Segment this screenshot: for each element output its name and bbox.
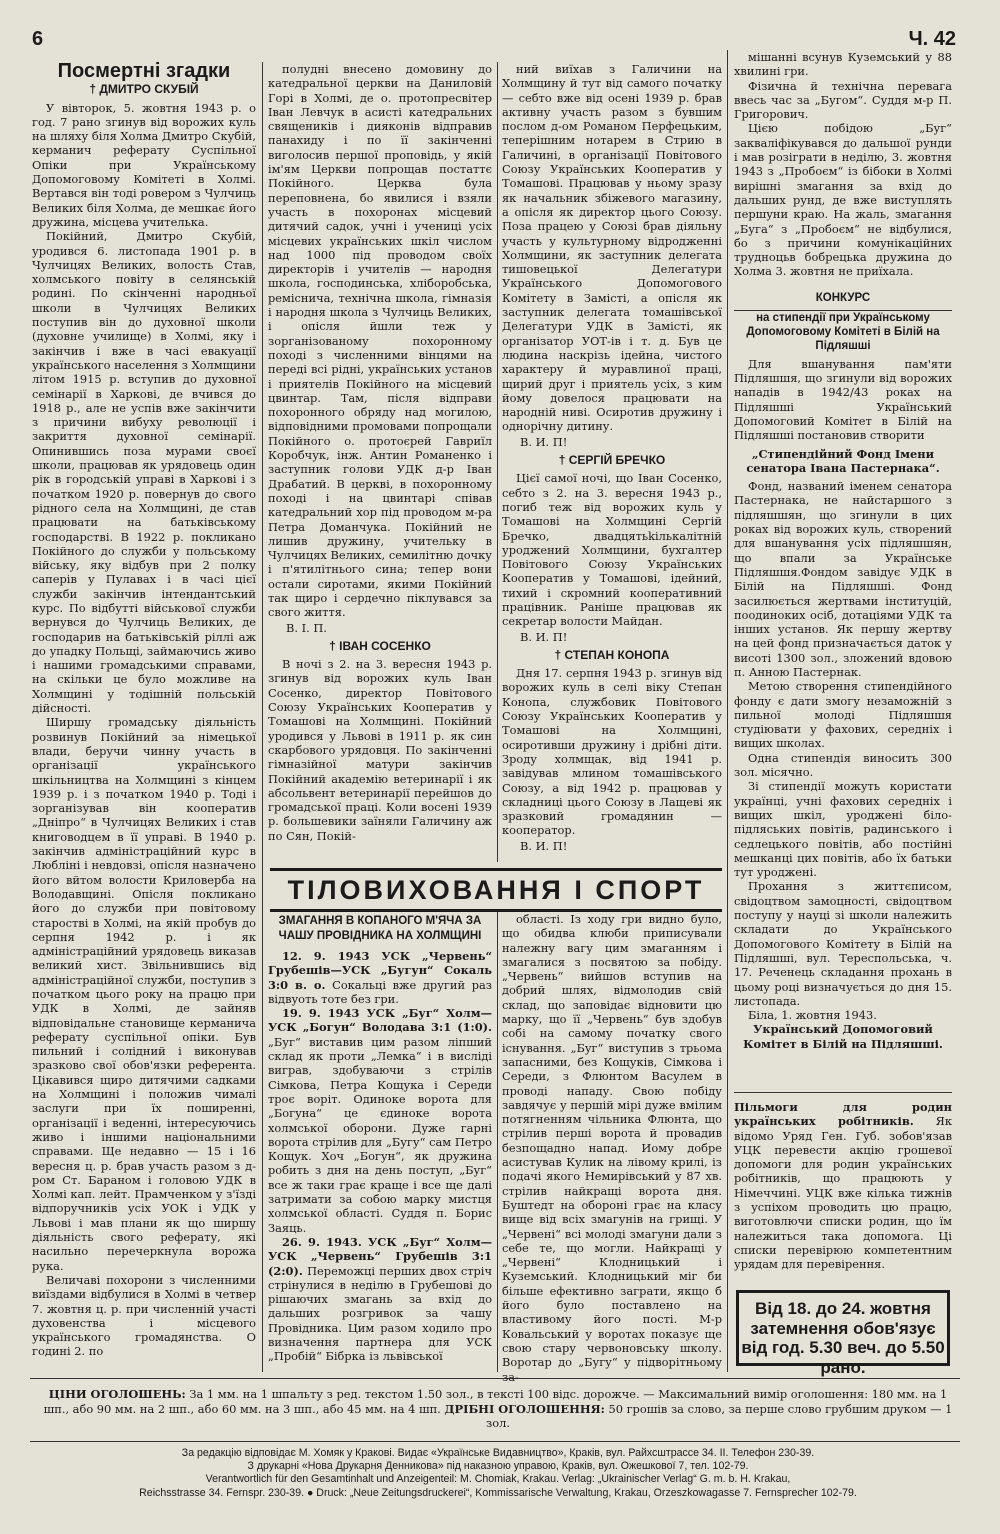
- fund-name: „Стипендійний Фонд Імени сенатора Івана Пастернака“.: [746, 446, 940, 475]
- column-divider: [497, 910, 498, 1372]
- obituary-name: † СЕРГІЙ БРЕЧКО: [558, 453, 666, 468]
- column-divider: [727, 50, 728, 1372]
- paragraph: полудні внесено домовину до катедральної церкви на Даниловій Горі в Холмі, де о. протопресвітер Іван Левчук в асисті катедральних священиків і дияконів відправив панахиду і по її закінченні виголосив першої проповідь, у якій ім'ям Церкви попрощав постаттє Покійного. Церква була переповнена, бо явилися і взяли участь в похоронах місцевий дитячий садок, учні і учениці усіх місцевих українських шкіл числом над 1000 під проводом своїх директорів і учителів — народня школа, господинська, хліборобська, реміснича, технічна школа, гімназія і народня школа з Чулчиць Великих, і опісля йшли теж у зорганізованому похоронному поході з численними вінцями на переді всі рідні, українських установ і приятелів Покійного на місцевий цвинтар. Там, після відправи похоронного обряду над могилою, відповідними промовами попрощали Покійного о. протоєрей Гавриїл Коробчук, інж. Антин Романенко і заступник голови УДК д-р Іван Драбатий. В церкві, в похоронному поході і на цвинтарі співав катедральний хор під проводом м-ра Петра Доманчука. Покійний не лишив дружину, учительку в Чулчицях Великих, семилітню дочку і п'ятилітнього сина; тепер вони остали сиротами, якими Покійний так щиро і сердечно піклувався за свого життя.: [268, 62, 492, 620]
- footer-rule: [30, 1378, 960, 1379]
- imprint-line: Verantwortlich für den Gesamtinhalt und Anzeigenteil: M. Chomiak, Krakau. Verlag: „Ukrainischer Verlag“ G. m. b. H. Krakau,: [205, 1473, 791, 1486]
- column-divider: [262, 62, 263, 862]
- obituary-name: † ДМИТРО СКУБІЙ: [89, 82, 199, 97]
- match-report: [268, 949, 492, 1006]
- paragraph: мішанні всунув Куземський у 88 хвилині гри.: [734, 50, 952, 79]
- blackout-line: затемнення обов'язує: [750, 1318, 936, 1338]
- small-ads-text: 50 грошів за слово, за перше слово грубшим друком — 1 зол.: [486, 1401, 953, 1430]
- match-text: „Буг“ виставив цим разом ліпший склад як проти „Лемка“ і в висліді виграв, здобуваючи з стрілів Сімкова, Петра Кощука і Середи троє воріт. Одиноке ворота для „Богуна“ це єдиноке ворота холмської оборони. Дуже гарні ворота стрілив для „Бугу“ сам Петро Кощук. Хоч „Богун“, як дружина робить з дня на день поступ, „Буг“ все ж таки грає краще і все ще далі затримати за собою марку мистця холмської області. Суддя п. Борис Заяць.: [268, 1034, 492, 1235]
- obituary-column-3: [502, 62, 722, 856]
- paragraph: Фізична й технічна перевага ввесь час за „Бугом“. Суддя м-р П. Григорович.: [734, 78, 952, 122]
- obituary-column-1: [32, 60, 256, 1370]
- column-divider: [262, 862, 263, 1372]
- match-report: [268, 1006, 492, 1235]
- paragraph: Метою створення стипендійного фонду є дати змогу незаможній з пильної молоді Підляшшя студіювати у фахових, середніх і вищих школах.: [734, 679, 952, 751]
- blackout-line: від год. 5.30 веч. до 5.50 рано.: [741, 1338, 945, 1377]
- match-text: Сокальці вже другий раз відвуоть тоте без гри.: [268, 977, 492, 1006]
- paragraph: У вівторок, 5. жовтня 1943 р. о год. 7 рано згинув від ворожих куль на шляху біля Холма Дмитро Скубій, керманич реферату Суспільної Опіки при Українському Допомоговому Комітеті в Холмі. Вертався він тоді ровером з Чулчиць Великих біля Холма, де мешкає його дружина, місцева учителька.: [32, 100, 256, 229]
- signature: В. И. П!: [520, 434, 568, 449]
- ad-rates-label: ЦІНИ ОГОЛОШЕНЬ:: [48, 1387, 186, 1401]
- konkurs-subtitle: на стипендії при Українському Допомоговому Комітеті в Білій на Підляшші: [746, 311, 940, 352]
- sport-column-2: [502, 912, 722, 1384]
- section-rule: [734, 1092, 952, 1093]
- right-column: [734, 50, 952, 1090]
- issue-number: Ч. 42: [908, 28, 956, 50]
- imprint-line: З друкарні «Нова Друкарня Денникова» під наказною управою, Краків, вул. Ожешкової 7, тел. 102-79.: [247, 1460, 749, 1473]
- notice-text: Як відомо Уряд Ген. Губ. зобов'язав УЦК перевести акцію грошевої допомоги для родин українських робітників, що працюють у Німеччині. УЦК вже кілька тижнів з успіхом проводить цю працю, виготовлючи списки родин, що їм належиться така допомога. Ці списки перевірюю компетентним урядам для перевірення.: [734, 1114, 952, 1272]
- paragraph: Одна стипендія виносить 300 зол. місячно.: [734, 750, 952, 780]
- paragraph: Дня 17. серпня 1943 р. згинув від ворожих куль в селі віку Степан Конопа, службовик Повітового Союзу Українських Кооператив у Томашові на Холмщині, осиротивши дружину і дрібні діти. Зроду холмщак, від 1941 р. завідував млином томашівського Союзу, а від 1942 р. працював у складниці цього Союзу в Лащеві як зразковий громадянин — кооператор.: [502, 666, 722, 838]
- section-title: Посмертні згадки: [57, 60, 231, 82]
- match-text: Переможці перших двох стріч стрінулися в неділю в Грубешові до рішаючих змагань за вхід до дальших розгривок за чашу Провідника. Цим разом ходило про визначення партнера для УСК „Пробій“ Бібрка із львівської: [268, 1263, 492, 1364]
- match-lead: 12. 9. 1943 УСК „Червень“ Грубешів—УСК „Бугун“ Сокаль 3:0 в. о.: [268, 949, 492, 992]
- ad-rates: [42, 1387, 954, 1437]
- paragraph: Покійний, Дмитро Скубій, уродився 6. листопада 1901 р. в Чулчицях Великих, волость Став, холмського повіту в селянській родині. По скінченні народньої школи в Чулчицях Великих поступив він до духовної школи (духовне училище) в Холмі, яку і закінчив і вже в часі евакуації українського населення з Холмщини літом 1915 р. вступив до духовної семінарії в Харкові, де вчився до 1918 р., але не успів вже закінчити з причини вибуху революції і закриття духовної семінарії. Опинившись поза мурами своєї школи, працював як урядовець один рік в городській управі в Харкові і з початком 1920 р. повернув до свого рідного села на Холмщині, де став працювати на батьківському господарстві. В 1922 р. покликано Покійного до служби у польському війську, яку відбув при 2 полку саперів у Пулавах і в часі цієї служби закінчив інтендантський курс. По відбутті військової служби вернувся до Чулчиць Великих, де господарив на батьківській ріллі аж до упадку Польщі, займаючись живо і нашими громадськими справами, на скільки це було можливе на Холмщині у тодішній польській дійсності.: [32, 229, 256, 716]
- sport-column-1: [268, 912, 492, 1372]
- notice-lead: Пільмоги для родин українських робітників.: [734, 1100, 952, 1129]
- sport-section-banner: ТІЛОВИХОВАННЯ І СПОРТ: [270, 868, 722, 912]
- match-lead: 19. 9. 1943 УСК „Буг“ Холм—УСК „Богун“ Володава 3:1 (1:0).: [268, 1006, 492, 1035]
- imprint: [42, 1447, 954, 1527]
- page-number-left: 6: [32, 28, 44, 50]
- sport-heading: ЗМАГАННЯ В КОПАНОГО М'ЯЧА ЗА ЧАШУ ПРОВІДНИКА НА ХОЛМЩИНІ: [278, 915, 482, 942]
- blackout-announcement: [736, 1290, 950, 1377]
- paragraph: Біла, 1. жовтня 1943.: [748, 1008, 877, 1023]
- paragraph: Величаві похорони з численними виїздами відбулися в Холмі в четвер 7. жовтня ц. р. при численній участі духовенства і місцевого українського громадянства. О годині 2. по: [32, 1272, 256, 1359]
- konkurs-signature: Український Допомоговий Комітет в Білій на Підляшші.: [743, 1022, 943, 1051]
- match-lead: 26. 9. 1943. УСК „Буг“ Холм—УСК „Червень“ Грубешів 3:1 (2:0).: [268, 1234, 492, 1278]
- blackout-line: Від 18. до 24. жовтня: [755, 1299, 931, 1318]
- footer-rule: [30, 1441, 960, 1442]
- konkurs-title: КОНКУРС: [815, 291, 871, 304]
- paragraph: Для вшанування пам'яти Підляшшя, що згинули від ворожих нападів в 1942/43 роках на Підляшші Український Допомоговий Комітет в Білій на Підляшші постановив створити: [734, 356, 952, 443]
- small-ads-label: ДРІБНІ ОГОЛОШЕННЯ:: [444, 1401, 605, 1416]
- paragraph: В ночі з 2. на 3. вересня 1943 р. згинув від ворожих куль Іван Сосенко, директор Повітового Союзу Українських Кооператив у Томашові на Холмщині. Покійний уродився у Львові в 1911 р. як син скарбового урядовця. По закінченні гімназійної матури закінчив Покійний академію ветеринарії і як абсольвент ветеринарії перейшов до громадської праці. Коли восені 1939 р. большевики заїняли Галичину аж по Сян, Покій-: [268, 657, 492, 843]
- paragraph: Зі стипендії можуть користати українці, учні фахових середніх і вищих шкіл, уроджені біло-підляських повітів, радинського і седлецького повітів, або постійні мешканці цих повітів, або їх батьки тут уроджені.: [734, 779, 952, 880]
- column-divider: [497, 62, 498, 862]
- match-report: [268, 1235, 492, 1364]
- signature: В. І. П.: [286, 620, 327, 635]
- paragraph: Прохання з життєписом, свідоцтвом замоцності, свідоцтвом поступу у науці зі школи належить складати до Українського Допомогового Комітету в Білій на Підляшші, вул. Тереспольська, ч. 17. Реченець складання прохань в цьому році визначується до дня 15. листопада.: [734, 879, 952, 1008]
- paragraph: Цієї самої ночі, що Іван Сосенко, себто з 2. на 3. вересня 1943 р., погиб теж від ворожих куль у Томашові на Холмщині Сергій Бречко, двадцятьkількалітній уроджений Холмщини, бухгалтер Повітового Союзу Українських Кооператив у Томашові, ідейний, тихий і скромний кооперативний працівник. Раніше працював як секретар волости Майдан.: [502, 471, 722, 629]
- obituary-name: † ІВАН СОСЕНКО: [329, 638, 431, 653]
- paragraph: ний виїхав з Галичини на Холмщину й тут від самого початку — себто вже від осені 1939 р. брав активну участь разом з бувшим послом д-ом Романом Перфецьким, теперішним нотарем в Стрию в Галичині, в організації Повітового Союзу Українських Кооператив у Томашові. Працював у ньому зразу як начальник збіжевого магазину, а опісля як директор цього Союзу. Поза працею у Союзі брав діяльну участь у культурному відродженні Холмщини, як заступник делегата тишовецької Делегатури Українського Допомогового Комітету в Замісті, а опісля як заступник делегата томашівської Делегатури УДК в Замісті, як організатор УОТ-ів і т. д. Був це людина наскрізь ідейна, чистого характеру й муравлиної праці, щирий друг і приятель усіх, з ким йому довелося працювати на народній ниві. Осиротив дружину і однорічну дитину.: [502, 62, 722, 434]
- aid-notice: [734, 1100, 952, 1272]
- paragraph: Цією побідою „Буг“ закваліфікувався до дальшої рунди і мав розіграти в неділю, 3. жовтня 1943 з „Пробоєм“ із бібоки в Холмі вирішні змагання за вхід до дальших рунд, де вже виступлять першуни краю. На жаль, змагання „Буга“ з „Пробоєм“ не відбулися, бо з причини комунікаційних трудноцьв бобрецька дружина до Холма 3. жовтня не приїхала.: [734, 121, 952, 279]
- paragraph: Фонд, названий іменем сенатора Пастернака, не найстаршого з підляшшян, що згинули в цих роках від ворожих куль, створений для вшанування усіх підляшшян, що впали за Українське Підляшшя.Фондом завідує УДК в Білій на Підляшші. Фонд засилюється жертвами інституцій, поодиноких осіб, дотаціями УДК та інших установ. Як першу жертву на цей фонд призначається даток у висоті 1300 зол., зложений вдовою п. Анною Пастернак.: [734, 479, 952, 679]
- imprint-line: За редакцію відповідає М. Хомяк у Кракові. Видає «Українське Видавництво», Краків, вул. Райхсштрассе 34. II. Телефон 230-39.: [181, 1447, 815, 1459]
- signature: В. И. П!: [520, 629, 568, 644]
- obituary-name: † СТЕПАН КОНОПА: [554, 647, 670, 662]
- signature: В. И. П!: [520, 838, 568, 853]
- paragraph: області. Із ходу гри видно було, що обидва клюби приписували належну вагу цим змаганням і змагалися з посвятою за побіду. „Червень“ вийшов вступив на добрий шлях, відмолодив свій склад, що заповідає відновити цю марку, що її „Червень“ був здобув собі на самому початку свого існування. „Буг“ виступив з трьома запасними, без Кощуків, Сімкова і Середи, з Флюнтом Васулем в проводі нападу. Свою побіду завдячує у першій мірі дуже вмілим потягненням чільника Флюнта, що стрілив перші ворота й провадив безпощадно напад. Иому добре асистував Кулик на лівому крилі, із подачі якого Немирівський у 87 хв. стрілив найкращі ворота дня. Буштедт на обороні грає на класу вище від всіх змагунів на грищі. У „Червені“ всі молоді змагуни дали з себе те, що могли. Найкращі у „Червені“ Клодницький і Куземський. Клодницький міг би більше ефективно заграти, якщо б його було поставлено на властивому його пості. М-р Ковальський у воротах показує ще свою стару червоновську школу. Воротар до „Бугу“ у підворітньому за-: [502, 912, 722, 1384]
- obituary-column-2: [268, 62, 492, 856]
- imprint-line: Reichsstrasse 34. Fernspr. 230-39. ● Druck: „Neue Zeitungsdruckerei“, Kommissarische Verwaltung, Krakau, Orzeszkowagasse 7. Fernsprecher 102-79.: [139, 1486, 857, 1499]
- ad-rates-text: За 1 мм. на 1 шпальту з ред. текстом 1.50 зол., в тексті 100 відс. дорожче. — Максимальний вимір оголошення: 180 мм. на 1 шп., або 90 мм. на 2 шп., або 60 мм. на 3 шп., або 45 мм. на 4 шп.: [43, 1387, 948, 1416]
- paragraph: Ширшу громадську діяльність розвинув Покійний за німецької влади, беручи чинну участь в організації українського шкільництва на Холмщині з кінцем 1939 р. і з початком 1940 р. Тоді і зорганізував він кооператив „Дніпро“ в Чулчицях Великих і став книговодцем в її управі. В 1940 р. закінчив адміністраційний курс в Любліні і невдовзі, опісля назначено його вйтом волости Криловерба на Володавщині. Опісля покликано його до служби при повітовому старостві в Холмі, на якій пробув до серпня 1942 р. і як адміністраційний урядовець виказав великий хист. Звільнившись від адміністраційної служби, поступив з початком цього року на працю при УДК в Холмі, де зайняв відповідальне становище керманича реферату суспільної опіки. Був пильний і солідний і виконував зразково свої обов'язки референта. Цікавився щиро дитячими садками на Холмщині і положив чималі заслуги при їх поширенні, організації і веденні, інтересуючись живо і іншими національними справами. Ще недавно — 15 і 16 вересня ц. р. брав участь разом з д-ром Ст. Бараном і головою УДК в Холмі кап. лейт. Прамченком у з'їзді відпоручників усіх УОК і УДК у Львові і мав плани як що ширшу діяльність свого реферату, які насильно перечеркнула ворожа рука.: [32, 715, 256, 1273]
